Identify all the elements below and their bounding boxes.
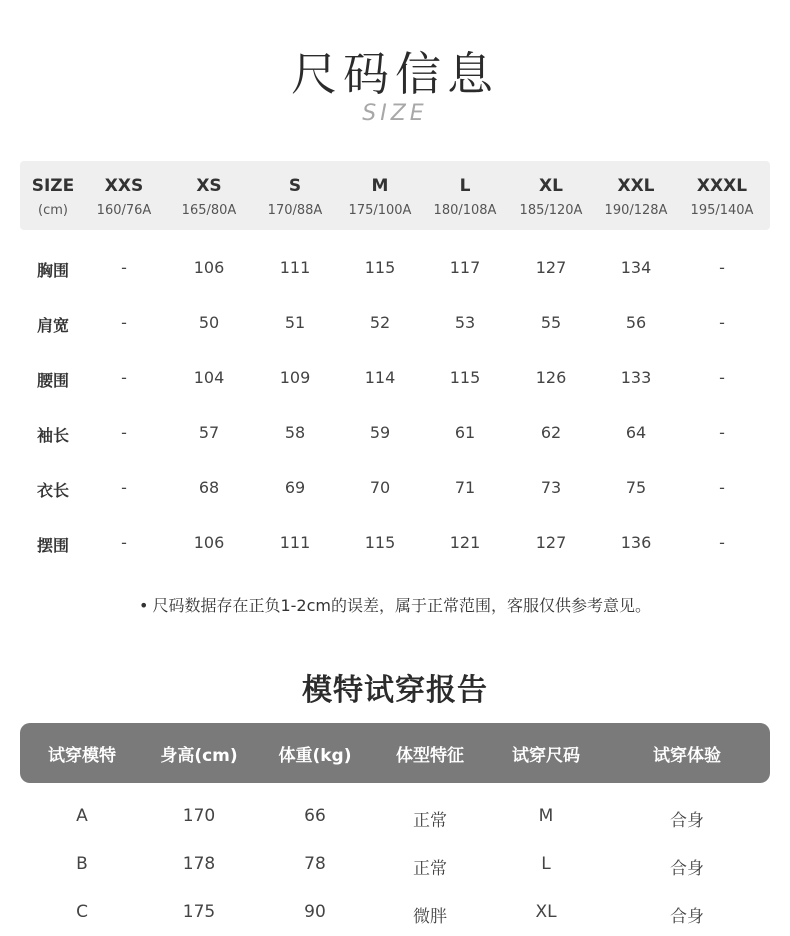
size-col-spec: 185/120A bbox=[519, 203, 583, 218]
size-cell: 104 bbox=[193, 368, 225, 387]
size-cell: 69 bbox=[284, 478, 306, 497]
size-note bbox=[0, 593, 790, 616]
size-col-header: XXXL bbox=[696, 176, 748, 196]
page-subtitle: SIZE bbox=[362, 101, 428, 126]
size-cell: - bbox=[719, 478, 725, 497]
size-cell: 70 bbox=[369, 478, 391, 497]
size-cell: 56 bbox=[625, 313, 647, 332]
model-cell: XL bbox=[535, 902, 557, 922]
size-cell: - bbox=[121, 313, 127, 332]
size-cell: 134 bbox=[620, 258, 652, 277]
size-cell: - bbox=[121, 533, 127, 552]
model-cell: B bbox=[76, 854, 88, 874]
size-cell: 64 bbox=[625, 423, 647, 442]
size-cell: 106 bbox=[193, 258, 225, 277]
model-cell: 66 bbox=[304, 806, 326, 826]
size-cell: 106 bbox=[193, 533, 225, 552]
size-cell: 115 bbox=[364, 258, 396, 277]
size-cell: - bbox=[719, 313, 725, 332]
size-cell: 126 bbox=[535, 368, 567, 387]
size-cell: 53 bbox=[454, 313, 476, 332]
size-cell: 71 bbox=[454, 478, 476, 497]
size-col-spec: 195/140A bbox=[690, 203, 754, 218]
size-cell: 75 bbox=[625, 478, 647, 497]
model-cell: 合身 bbox=[670, 859, 704, 879]
size-cell: 115 bbox=[364, 533, 396, 552]
size-cell: 51 bbox=[284, 313, 306, 332]
model-cell: 175 bbox=[182, 902, 216, 922]
note-text: 尺码数据存在正负1-2cm的误差，属于正常范围，客服仅供参考意见。 bbox=[152, 596, 651, 615]
size-col-header: XS bbox=[196, 176, 222, 196]
size-cell: 133 bbox=[620, 368, 652, 387]
size-cell: 62 bbox=[540, 423, 562, 442]
size-col-spec: 170/88A bbox=[267, 203, 323, 218]
model-report-title: 模特试穿报告 bbox=[302, 673, 488, 708]
model-header-cell: 试穿体验 bbox=[653, 746, 721, 766]
model-cell: 170 bbox=[182, 806, 216, 826]
model-cell: 微胖 bbox=[413, 907, 447, 927]
model-cell: 正常 bbox=[413, 859, 447, 879]
model-cell: M bbox=[538, 806, 554, 826]
size-cell: - bbox=[121, 423, 127, 442]
size-col-header: L bbox=[459, 176, 471, 196]
size-col-spec: 180/108A bbox=[433, 203, 497, 218]
size-cell: - bbox=[719, 533, 725, 552]
model-cell: 合身 bbox=[670, 811, 704, 831]
model-cell: C bbox=[76, 902, 88, 922]
size-cell: 111 bbox=[279, 533, 311, 552]
size-cell: 55 bbox=[540, 313, 562, 332]
model-header-cell: 体重(kg) bbox=[278, 746, 352, 766]
size-cell: 52 bbox=[369, 313, 391, 332]
size-col-spec: 160/76A bbox=[96, 203, 152, 218]
size-cell: 68 bbox=[198, 478, 220, 497]
model-header-cell: 体型特征 bbox=[396, 746, 464, 766]
size-cell: 61 bbox=[454, 423, 476, 442]
model-header-cell: 试穿模特 bbox=[48, 746, 116, 766]
size-cell: 59 bbox=[369, 423, 391, 442]
size-col-header: M bbox=[371, 176, 389, 196]
size-cell: - bbox=[121, 258, 127, 277]
size-row-label: 肩宽 bbox=[36, 316, 69, 335]
size-cell: - bbox=[719, 258, 725, 277]
size-row-label: 袖长 bbox=[36, 426, 69, 445]
size-cell: 57 bbox=[198, 423, 220, 442]
size-cell: - bbox=[719, 423, 725, 442]
size-cell: 111 bbox=[279, 258, 311, 277]
model-cell: 178 bbox=[182, 854, 216, 874]
size-cell: - bbox=[121, 368, 127, 387]
model-cell: A bbox=[76, 806, 88, 826]
size-cell: - bbox=[719, 368, 725, 387]
size-col-header: S bbox=[288, 176, 302, 196]
size-cell: 109 bbox=[279, 368, 311, 387]
model-cell: L bbox=[541, 854, 551, 874]
size-cell: - bbox=[121, 478, 127, 497]
size-cell: 127 bbox=[535, 533, 567, 552]
size-cell: 127 bbox=[535, 258, 567, 277]
model-header-cell: 试穿尺码 bbox=[512, 746, 580, 766]
size-cell: 58 bbox=[284, 423, 306, 442]
size-cell: 121 bbox=[449, 533, 481, 552]
model-cell: 78 bbox=[304, 854, 326, 874]
page-title: 尺码信息 bbox=[291, 47, 499, 101]
size-col-spec: 175/100A bbox=[348, 203, 412, 218]
size-cell: 50 bbox=[198, 313, 220, 332]
size-cell: 73 bbox=[540, 478, 562, 497]
size-header-label: SIZE bbox=[31, 176, 75, 196]
size-cell: 117 bbox=[449, 258, 481, 277]
model-cell: 合身 bbox=[670, 907, 704, 927]
size-row-label: 衣长 bbox=[36, 481, 69, 500]
size-row-label: 腰围 bbox=[36, 371, 69, 390]
size-col-spec: 165/80A bbox=[181, 203, 237, 218]
model-cell: 正常 bbox=[413, 811, 447, 831]
note-bullet: • bbox=[139, 596, 149, 615]
model-cell: 90 bbox=[304, 902, 326, 922]
model-header-cell: 身高(cm) bbox=[160, 746, 238, 766]
size-cell: 114 bbox=[364, 368, 396, 387]
size-col-header: XXL bbox=[617, 176, 655, 196]
size-col-spec: 190/128A bbox=[604, 203, 668, 218]
size-cell: 136 bbox=[620, 533, 652, 552]
size-row-label: 胸围 bbox=[36, 261, 69, 280]
size-col-header: XL bbox=[539, 176, 563, 196]
size-header-unit: (cm) bbox=[38, 203, 68, 218]
size-row-label: 摆围 bbox=[36, 536, 69, 555]
size-col-header: XXS bbox=[104, 176, 144, 196]
size-cell: 115 bbox=[449, 368, 481, 387]
